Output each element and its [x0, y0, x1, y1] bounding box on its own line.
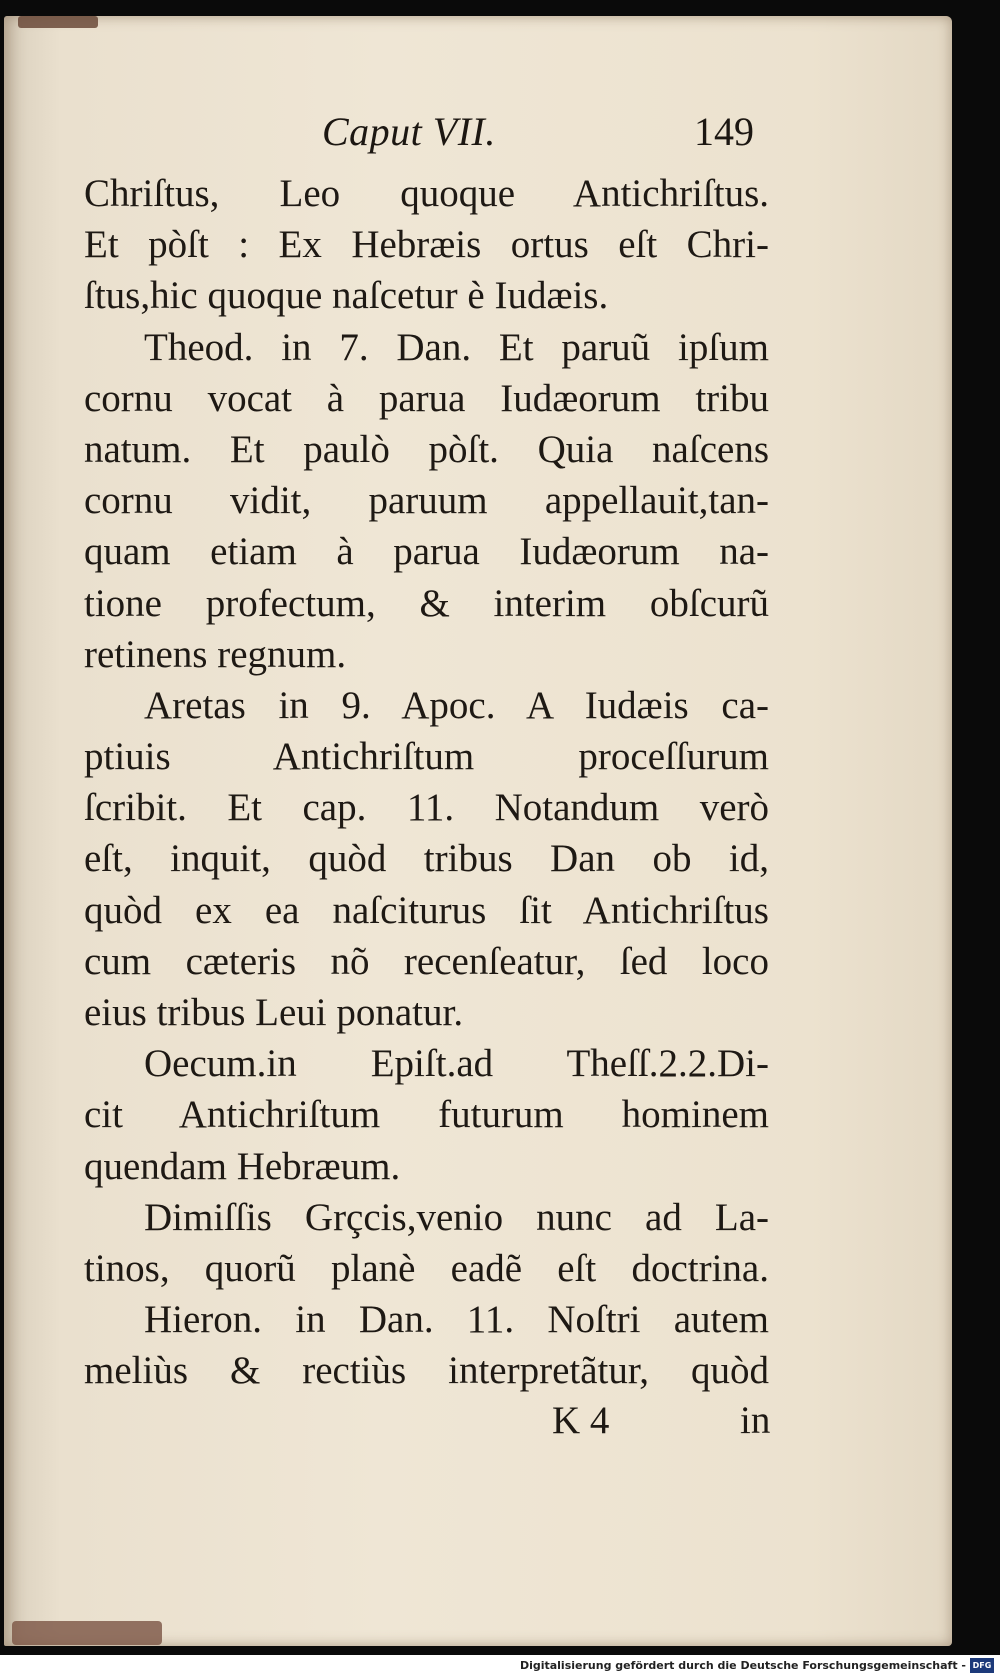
text-line: Aretas in 9. Apoc. A Iudæis ca-: [144, 683, 769, 727]
page-number: 149: [694, 109, 754, 154]
text-line: ſtus,hic quoque naſcetur è Iudæis.: [84, 274, 609, 318]
text-line: Hieron. in Dan. 11. Noſtri autem: [144, 1298, 769, 1342]
text-line: cornu vocat à parua Iudæorum tribu: [84, 376, 769, 420]
text-line: Dimiſſis Grçcis,venio nunc ad La-: [144, 1195, 769, 1239]
text-line: quam etiam à parua Iudæorum na-: [84, 530, 769, 574]
text-line: meliùs & rectiùs interpretãtur, quòd: [84, 1349, 769, 1393]
digitization-note: Digitalisierung gefördert durch die Deutsche Forschungsgemeinschaft -: [519, 1659, 966, 1672]
text-line: quendam Hebræum.: [84, 1144, 401, 1188]
dfg-logo: DFG: [970, 1658, 994, 1673]
running-title: Caput VII.: [322, 109, 496, 154]
text-line: cit Antichriſtum futurum hominem: [84, 1093, 769, 1137]
book-page: [4, 16, 952, 1646]
text-line: retinens regnum.: [84, 632, 347, 676]
catchword: in: [740, 1399, 771, 1442]
text-line: quòd ex ea naſciturus ſit Antichriſtus: [84, 888, 769, 932]
text-line: Oecum.in Epiſt.ad Theſſ.2.2.Di-: [144, 1042, 769, 1086]
page-edge-stain-top: [18, 16, 98, 28]
text-line: tinos, quorũ planè eadẽ eſt doctrina.: [84, 1246, 769, 1290]
signature-mark: K 4: [552, 1399, 610, 1442]
text-line: natum. Et paulò pòſt. Quia naſcens: [84, 427, 769, 471]
catchline: [552, 1398, 777, 1448]
body-text: [84, 168, 769, 1397]
text-line: Chriſtus, Leo quoque Antichriſtus.: [84, 172, 769, 215]
text-line: cum cæteris nõ recenſeatur, ſed loco: [84, 939, 769, 983]
text-line: Theod. in 7. Dan. Et paruũ ipſum: [144, 325, 769, 369]
page-edge-stain-bottom: [12, 1621, 162, 1645]
text-line: cornu vidit, paruum appellauit,tan-: [84, 479, 769, 523]
text-line: eius tribus Leui ponatur.: [84, 991, 464, 1034]
text-line: tione profectum, & interim obſcurũ: [84, 581, 769, 625]
text-line: eſt, inquit, quòd tribus Dan ob id,: [84, 837, 769, 881]
text-line: ptiuis Antichriſtum proceſſurum: [84, 735, 769, 779]
running-head: [4, 108, 952, 168]
text-line: Et pòſt : Ex Hebræis ortus eſt Chri-: [84, 223, 769, 267]
digitization-footer: [0, 1655, 1000, 1679]
text-line: ſcribit. Et cap. 11. Notandum verò: [84, 786, 769, 830]
